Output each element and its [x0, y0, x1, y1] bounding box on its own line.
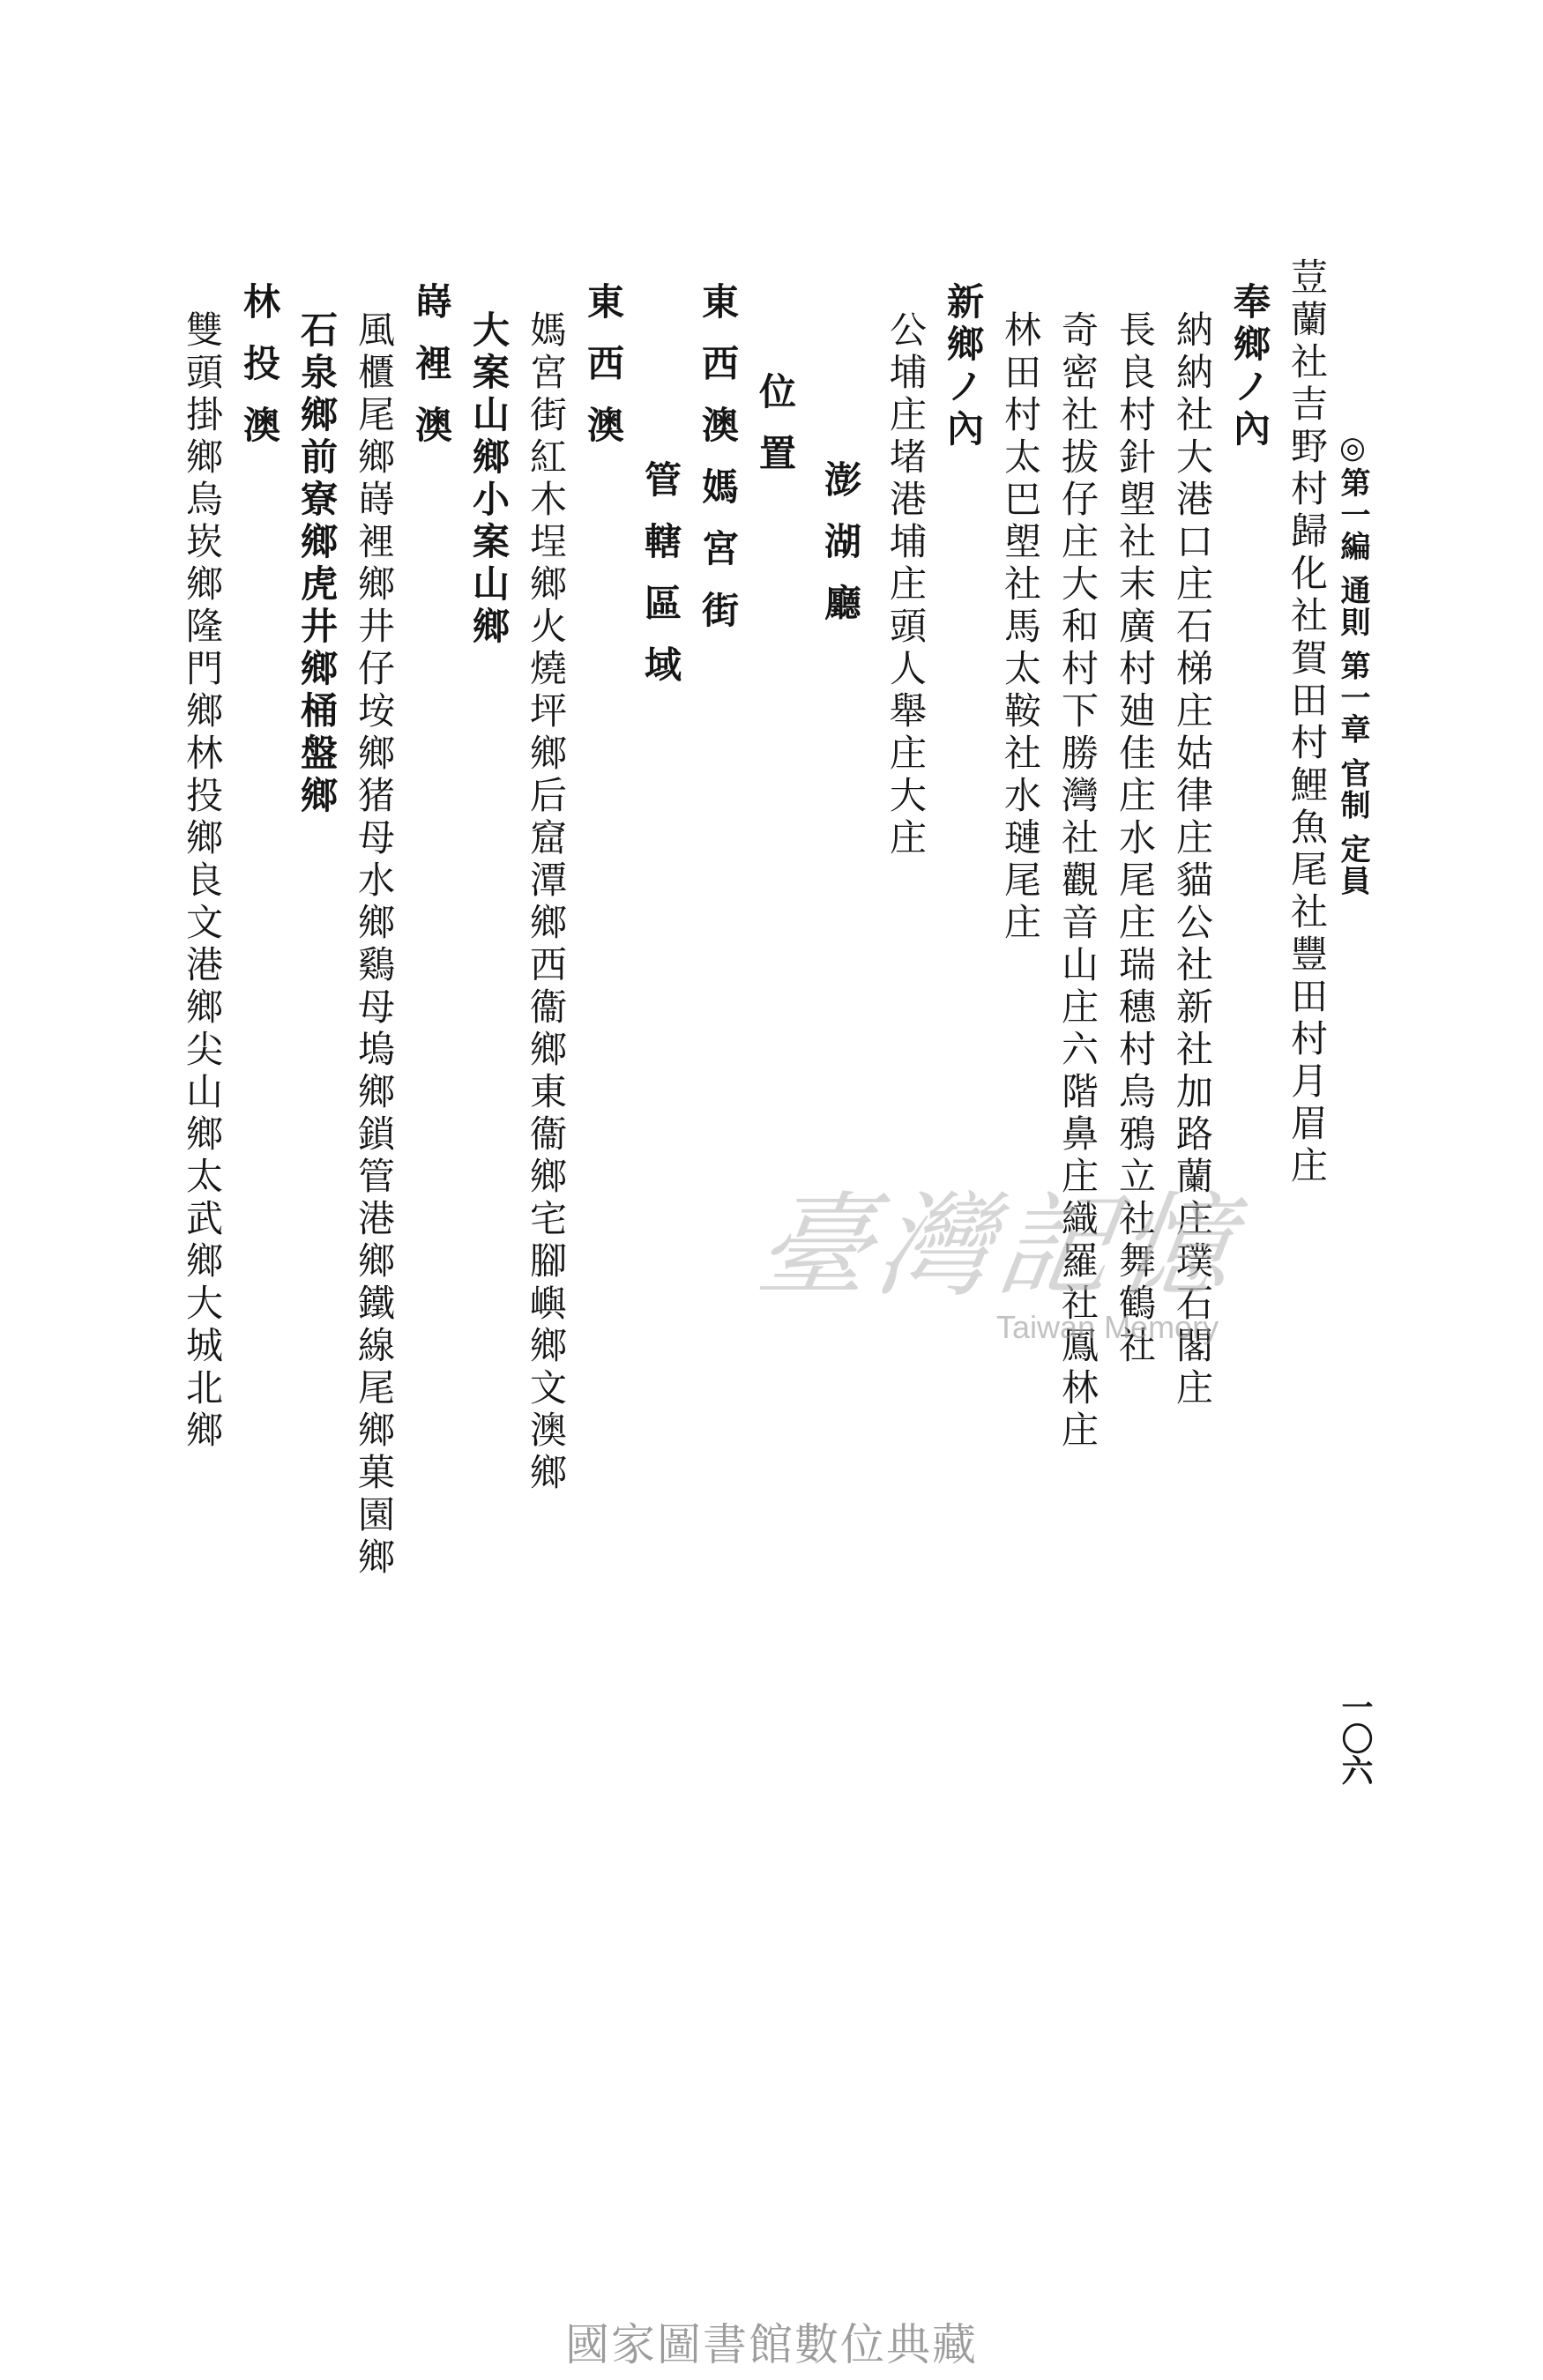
text-column: 長良村針塱社末廣村廸佳庄水尾庄瑞穗村烏鴉立社舞鶴社 [1114, 310, 1157, 1368]
text-column: 媽宮街紅木埕鄉火燒坪鄉后窟潭鄉西衞鄉東衞鄉宅腳嶼鄉文澳鄉 [525, 310, 568, 1495]
subsection-heading: 新鄉ノ內 [942, 282, 985, 451]
text-column: 納納社大港口庄石梯庄姑律庄貓公社新社加路蘭庄璞石閣庄 [1171, 310, 1214, 1410]
section-heading-location: 位置 [754, 372, 797, 495]
watermark-subtitle: Taiwan Memory [996, 1309, 1219, 1345]
district-heading: 東西澳 [582, 282, 625, 467]
running-header: ◎第一編 通則 第一章 官制 定員 [1335, 430, 1370, 897]
text-column: 公埔庄堵港埔庄頭人舉庄大庄 [884, 310, 928, 860]
page-number: 一〇六 [1337, 1691, 1374, 1786]
district-heading: 林投澳 [238, 282, 281, 467]
text-column: 大案山鄉小案山鄉 [467, 310, 511, 649]
text-column: 奇密社拔仔庄大和村下勝灣社觀音山庄六階鼻庄織羅社鳳林庄 [1056, 310, 1099, 1453]
text-columns [171, 257, 1333, 2329]
text-column: 林田村太巴塱社馬太鞍社水璉尾庄 [999, 310, 1042, 945]
text-column: 東西澳媽宮街 [697, 282, 740, 652]
footer-credit: 國家圖書館數位典藏 [565, 2319, 978, 2370]
text-column: 荳蘭社吉野村歸化社賀田村鯉魚尾社豐田村月眉庄 [1286, 257, 1329, 1188]
text-column: 風櫃尾鄉嵵裡鄉井仔垵鄉猪母水鄉鷄母塢鄉鎖管港鄉鐵線尾鄉菓園鄉 [353, 310, 396, 1580]
text-column: 雙頭掛鄉烏崁鄉隆門鄉林投鄉良文港鄉尖山鄉太武鄉大城北鄉 [181, 310, 224, 1453]
section-heading-jurisdiction: 管轄區域 [639, 460, 682, 707]
section-title: 澎湖廳 [819, 460, 862, 645]
text-column: 石泉鄉前寮鄉虎井鄉桶盤鄉 [295, 310, 339, 818]
district-heading: 嵵裡澳 [410, 282, 453, 467]
watermark-chars: 臺灣記憶 [749, 1181, 1248, 1313]
subsection-heading: 奉鄉ノ內 [1228, 282, 1271, 451]
